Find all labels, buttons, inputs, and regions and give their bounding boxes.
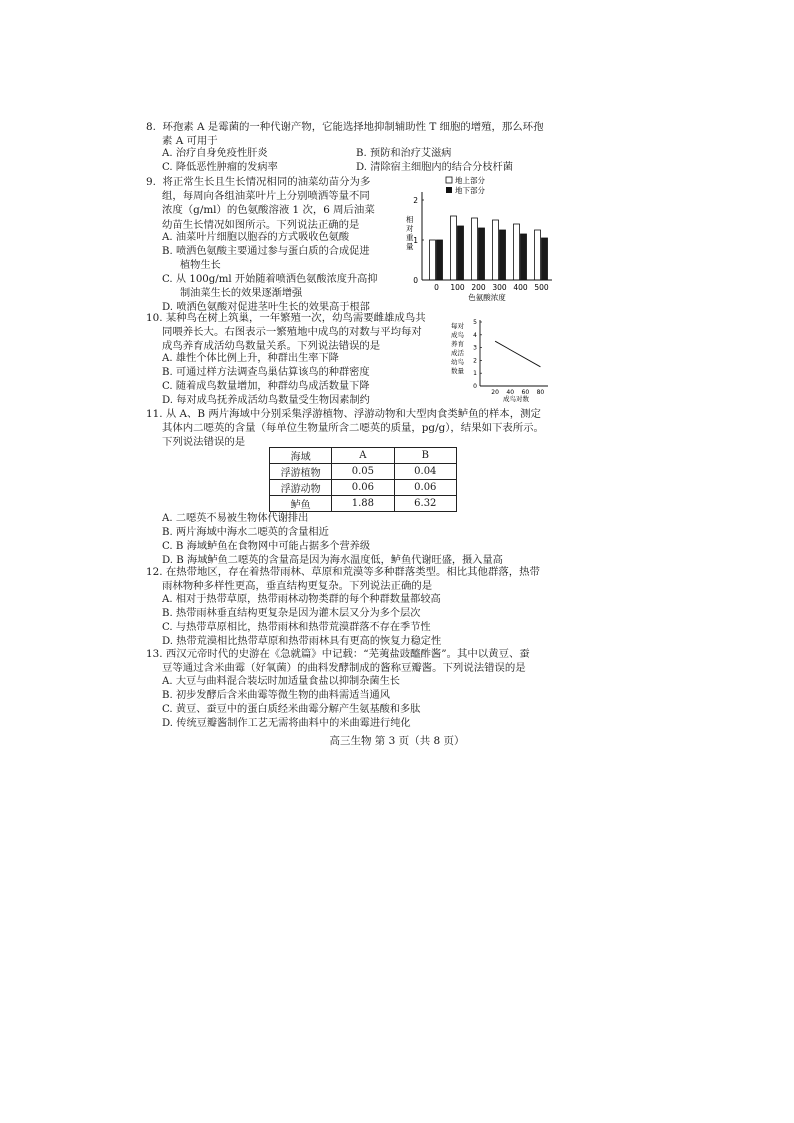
bird-line-chart	[450, 314, 560, 404]
question-stem: 西汉元帝时代的史游在《急就篇》中记载：“芜荑盐豉醯酢酱”。其中以黄豆、蚕	[165, 648, 530, 660]
option-c: C. B 海域鲈鱼在食物网中可能占据多个营养级	[162, 541, 371, 552]
option-a: A. 相对于热带草原，热带雨林动物类群的每个种群数量都较高	[162, 594, 441, 605]
question-stem: 在热带地区，存在着热带雨林、草原和荒漠等多种群落类型。相比其他群落，热带	[165, 566, 540, 578]
question-number: 10.	[146, 312, 163, 324]
y-axis-label-char: 对	[406, 224, 414, 233]
x-tick-label: 200	[471, 283, 486, 292]
option-a: A. 大豆与曲料混合装坛时加适量食盐以抑制杂菌生长	[162, 676, 400, 687]
question-12	[146, 565, 540, 593]
tick-labels	[473, 319, 544, 396]
question-stem: 浓度（g/ml）的色氨酸溶液 1 次，6 周后油菜	[162, 204, 375, 217]
option-c: C. 黄豆、蚕豆中的蛋白质经米曲霉分解产生氨基酸和多肽	[162, 704, 421, 715]
question-9	[146, 175, 375, 232]
y-axis-label-char: 相	[406, 215, 414, 224]
option-d: D. 清除宿主细胞内的结合分枝杆菌	[356, 162, 513, 173]
x-tick-label: 300	[492, 283, 507, 292]
table-cell: 浮游植物	[270, 464, 332, 480]
question-stem: 组，每周向各组油菜叶片上分别喷洒等量不同	[162, 190, 370, 203]
option-b: B. 可通过样方法调查鸟巢估算该鸟的种群密度	[162, 367, 370, 378]
question-stem: 成鸟养育成活幼鸟数量关系。下列说法错误的是	[162, 340, 381, 353]
legend-label: 地下部分	[455, 186, 485, 195]
table-header-cell: 海域	[270, 448, 332, 464]
option-c: C. 与热带草原相比，热带雨林和热带荒漠群落不存在季节性	[162, 622, 431, 633]
y-tick-label: 5	[473, 319, 477, 326]
x-tick-label: 80	[536, 389, 545, 396]
question-stem: 将正常生长且生长情况相同的油菜幼苗分为多	[162, 176, 371, 188]
bar-below-ground	[542, 238, 548, 280]
option-d: D. 热带荒漠相比热带草原和热带雨林具有更高的恢复力稳定性	[162, 636, 442, 647]
question-stem: 同喂养长大。右图表示一繁殖地中成鸟的对数与平均每对	[162, 326, 422, 339]
question-stem: 幼苗生长情况如图所示。下列说法正确的是	[162, 218, 360, 231]
table-cell: 0.05	[332, 464, 394, 480]
y-tick-label: 0	[473, 383, 477, 390]
question-13	[146, 647, 530, 675]
option-d: D. 传统豆瓣酱制作工艺无需将曲料中的米曲霉进行纯化	[162, 718, 411, 729]
y-tick-label: 3	[473, 344, 477, 352]
question-number: 13.	[146, 648, 163, 660]
option-d: D. B 海域鲈鱼二噁英的含量高是因为海水温度低，鲈鱼代谢旺盛，摄入量高	[162, 555, 503, 566]
question-stem: 环孢素 A 是霉菌的一种代谢产物，它能选择地抑制辅助性 T 细胞的增殖，那么环孢	[162, 121, 544, 133]
option-c: C. 降低恶性肿瘤的发病率	[162, 162, 278, 173]
option-a: A. 二噁英不易被生物体代谢排出	[162, 513, 309, 524]
page-footer: 高三生物 第 3 页（共 8 页）	[329, 735, 465, 747]
table-cell: 1.88	[332, 496, 394, 512]
option-b: B. 两片海域中海水二噁英的含量相近	[162, 527, 329, 538]
question-stem: 豆等通过含米曲霉（好氧菌）的曲料发酵制成的酱称豆瓣酱。下列说法错误的是	[162, 662, 526, 675]
y-tick-label: 1	[413, 236, 418, 245]
x-tick-label: 20	[491, 389, 499, 396]
table-cell: 0.06	[394, 480, 456, 496]
y-axis-label-line: 幼鸟	[451, 358, 464, 366]
y-axis-label-line: 成鸟	[451, 331, 464, 339]
bar-below-ground	[458, 226, 464, 280]
bar-above-ground	[493, 220, 499, 280]
legend-swatch-below	[446, 187, 452, 193]
x-axis-label: 成鸟对数	[503, 395, 529, 403]
question-stem: 素 A 可用于	[162, 135, 218, 148]
bar-above-ground	[430, 240, 436, 280]
option-a: A. 油菜叶片细胞以胞吞的方式吸收色氨酸	[162, 232, 350, 243]
table-cell: 0.04	[394, 464, 456, 480]
y-tick-label: 2	[413, 196, 418, 205]
bar-above-ground	[472, 218, 478, 280]
bar-below-ground	[500, 230, 506, 280]
table-cell: 浮游动物	[270, 480, 332, 496]
bar-above-ground	[514, 224, 520, 280]
x-tick-label: 40	[506, 389, 515, 396]
question-stem: 某种鸟在树上筑巢，一年繁殖一次，幼鸟需要雌雄成鸟共	[165, 312, 426, 324]
bar-group	[430, 216, 548, 280]
question-number: 9.	[146, 176, 156, 188]
bar-above-ground	[535, 230, 541, 280]
y-axis-label-line: 养育	[451, 340, 464, 348]
x-tick-label: 100	[450, 283, 465, 292]
y-tick-label: 4	[473, 331, 477, 339]
option-d: D. 喷洒色氨酸对促进茎叶生长的效果高于根部	[162, 302, 370, 313]
option-c: C. 随着成鸟数量增加，种群幼鸟成活数量下降	[162, 381, 370, 392]
bar-above-ground	[451, 216, 457, 280]
question-stem: 其体内二噁英的含量（每单位生物量所含二噁英的质量，pg/g），结果如下表所示。	[162, 422, 544, 435]
table-header-cell: A	[332, 448, 394, 464]
dioxin-table	[269, 447, 457, 512]
option-a: A. 雄性个体比例上升，种群出生率下降	[162, 353, 339, 364]
table-cell: 鲈鱼	[270, 496, 332, 512]
option-d: D. 每对成鸟抚养成活幼鸟数量受生物因素制约	[162, 395, 370, 406]
question-stem: 雨林物种多样性更高，垂直结构更复杂。下列说法正确的是	[162, 580, 433, 593]
question-stem: 从 A、B 两片海域中分别采集浮游植物、浮游动物和大型肉食类鲈鱼的样本，测定	[165, 408, 541, 420]
y-axis-label-line: 每对	[451, 322, 464, 330]
table-row	[270, 496, 457, 512]
question-11	[146, 407, 544, 450]
question-stem: 下列说法错误的是	[162, 436, 246, 449]
x-tick-label: 400	[513, 283, 528, 292]
question-number: 12.	[146, 566, 163, 578]
question-8	[146, 120, 543, 148]
bar-below-ground	[479, 228, 485, 280]
option-b: B. 初步发酵后含米曲霉等微生物的曲料需适当通风	[162, 690, 390, 701]
table-row	[270, 480, 457, 496]
table-cell: 6.32	[394, 496, 456, 512]
legend-label: 地上部分	[455, 176, 485, 185]
question-10	[146, 311, 426, 354]
legend	[446, 175, 485, 195]
option-a: A. 治疗自身免疫性肝炎	[162, 148, 268, 159]
y-axis-label-char: 量	[406, 242, 414, 251]
y-tick-label: 2	[473, 357, 477, 365]
x-axis-label: 色氨酸浓度	[468, 293, 506, 302]
y-axis-label	[451, 321, 465, 375]
table-row	[270, 464, 457, 480]
table-header-cell: B	[394, 448, 456, 464]
table-header-row	[270, 448, 457, 464]
x-tick-label: 60	[521, 389, 530, 396]
bar-below-ground	[437, 240, 443, 280]
question-number: 11.	[146, 408, 163, 420]
option-b: B. 喷洒色氨酸主要通过参与蛋白质的合成促进	[162, 246, 370, 257]
table-cell: 0.06	[332, 480, 394, 496]
option-b-cont: 植物生长	[180, 260, 221, 271]
series-line	[495, 341, 540, 367]
y-tick-label: 0	[413, 276, 418, 285]
x-tick-label: 0	[434, 283, 439, 292]
y-tick-label: 1	[473, 370, 477, 378]
tryptophan-bar-chart	[398, 172, 560, 304]
option-c: C. 从 100g/ml 开始随着喷洒色氨酸浓度升高抑	[162, 274, 378, 285]
question-number: 8.	[146, 121, 156, 133]
y-axis-label-char: 重	[406, 233, 414, 242]
y-axis-label-line: 成活	[451, 349, 464, 357]
x-tick-label: 500	[534, 283, 549, 292]
legend-swatch-above	[446, 177, 452, 183]
option-b: B. 预防和治疗艾滋病	[356, 148, 452, 159]
y-axis-label	[406, 214, 414, 251]
option-c-cont: 制油菜生长的效果逐渐增强	[180, 288, 303, 299]
option-b: B. 热带雨林垂直结构更复杂是因为灌木层又分为多个层次	[162, 608, 421, 619]
y-axis-label-line: 数量	[451, 367, 464, 375]
bar-below-ground	[521, 234, 527, 280]
